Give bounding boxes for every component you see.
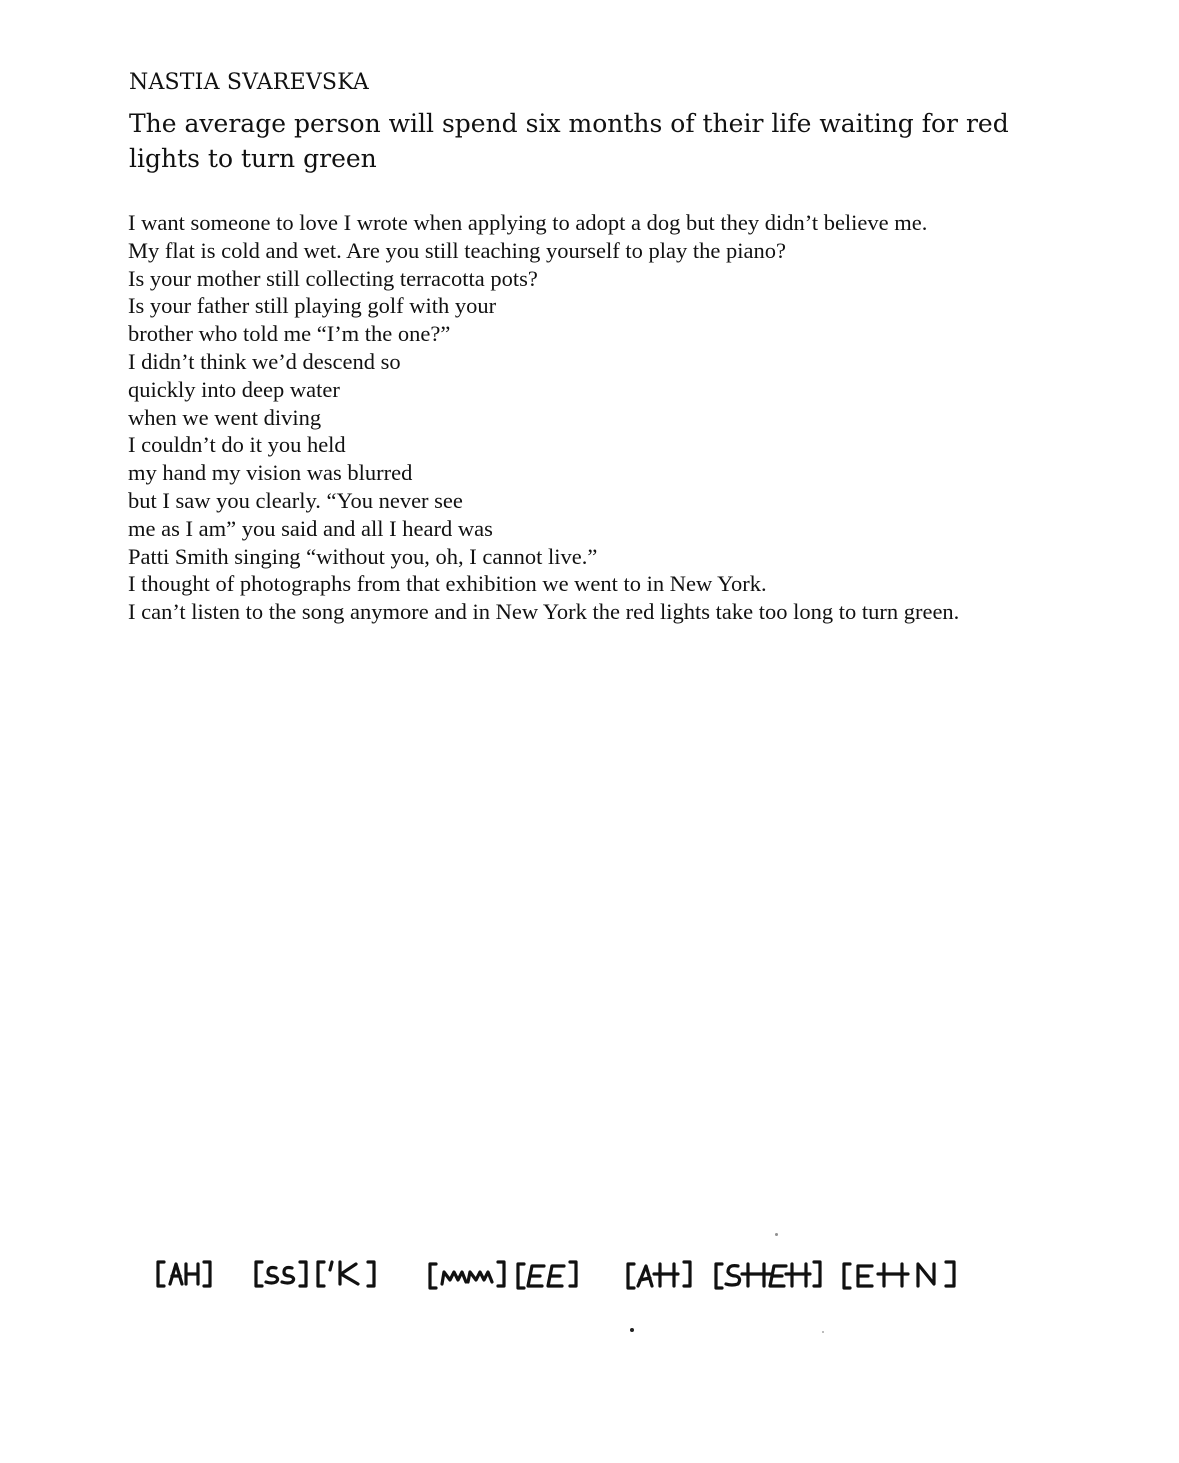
poem-line: I can’t listen to the song anymore and in New York the red lights take too long to turn green. [128, 599, 960, 625]
poem-line: I want someone to love I wrote when applying to adopt a dog but they didn’t believe me. [128, 210, 928, 235]
author-name: NASTIA SVAREVSKA [129, 70, 370, 95]
poem-line: brother who told me “I’m the one?” [128, 321, 451, 347]
poem-line: My flat is cold and wet. Are you still teaching yourself to play the piano? [128, 237, 786, 263]
ink-speck [822, 1331, 824, 1333]
syllable-ah-1 [158, 1262, 210, 1286]
syllable-k [318, 1262, 374, 1286]
poem-title: The average person will spend six months of their life waiting for red lights to turn green [129, 109, 1009, 173]
poem-line: when we went diving [128, 404, 322, 430]
syllable-mm [430, 1262, 504, 1288]
poem-line: my hand my vision was blurred [128, 460, 413, 486]
poem-line: I couldn’t do it you held [128, 432, 346, 458]
poem-line: but I saw you clearly. “You never see [128, 487, 463, 513]
syllable-ee [518, 1262, 576, 1288]
poem-line: Patti Smith singing “without you, oh, I cannot live.” [128, 543, 598, 569]
poem-body [128, 209, 1128, 626]
handwritten-syllables [150, 1252, 1010, 1296]
poem-line: Is your father still playing golf with your [128, 293, 497, 319]
syllable-ah-2 [628, 1262, 690, 1288]
poem-line: I didn’t think we’d descend so [128, 348, 401, 374]
syllable-ehn [844, 1262, 954, 1288]
poem-line: quickly into deep water [128, 376, 340, 402]
syllable-sheh [716, 1262, 820, 1288]
ink-speck [630, 1328, 634, 1332]
syllable-ss [256, 1262, 306, 1286]
poem-line: Is your mother still collecting terracotta pots? [128, 265, 538, 291]
poem-line: I thought of photographs from that exhibition we went to in New York. [128, 571, 767, 597]
poem-line: me as I am” you said and all I heard was [128, 515, 493, 541]
ink-speck [775, 1233, 778, 1236]
